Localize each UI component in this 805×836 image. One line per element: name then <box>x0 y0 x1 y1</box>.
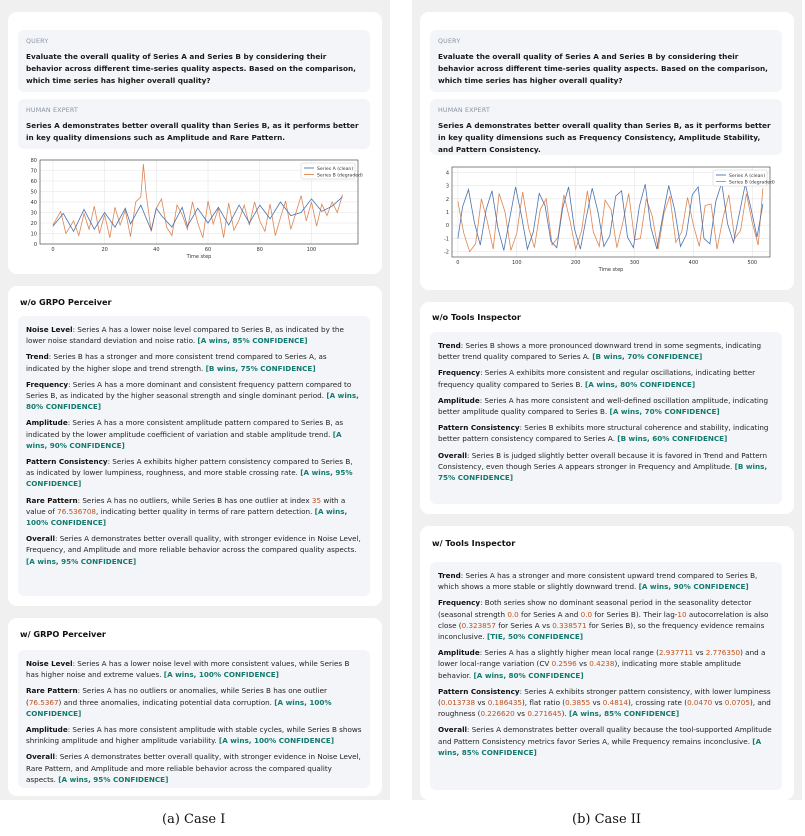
assessment-text: : Series A has a stronger and more consistent upward trend compared to Series B, which shows a more stable or slightly downward trend. <box>438 571 758 592</box>
y-tick-label: 70 <box>30 168 37 175</box>
assessment-text: for Series A and <box>518 609 581 619</box>
case2-query-label: QUERY <box>438 38 461 45</box>
y-tick-label: -2 <box>444 249 449 256</box>
assessment-text: : Series A demonstrates better overall quality, with stronger evidence in Noise Level, Frequency, and Amplitude and more reliable behavior across the compared quality aspects. <box>26 534 361 555</box>
assessment-text: : Series B shows a more pronounced downward trend in some segments, indicating better trend quality compared to Series A. <box>438 341 762 362</box>
metric-value: 0.323857 <box>461 620 496 630</box>
assessment-text: ), indicating more stable amplitude behavior. <box>438 659 741 680</box>
assessment-text: vs <box>693 648 706 658</box>
legend-label: Series B (degraded) <box>729 180 775 186</box>
assessment-text: ), crossing rate ( <box>627 698 688 708</box>
assessment-text: , indicating better quality in terms of rare pattern detection. <box>96 506 315 516</box>
metric-value: 10 <box>677 609 687 619</box>
assessment-text: ), and roughness ( <box>438 698 771 719</box>
aspect-label: Pattern Consistency <box>26 457 108 467</box>
verdict-text: [A wins, 100% CONFIDENCE] <box>26 697 332 718</box>
metric-value: 0.4238 <box>589 659 615 669</box>
verdict-text: [A wins, 95% CONFIDENCE] <box>26 468 353 489</box>
x-tick-label: 0 <box>456 260 460 266</box>
aspect-label: Amplitude <box>26 725 68 735</box>
aspect-label: Trend <box>438 341 461 350</box>
case2-line-chart <box>430 161 782 277</box>
x-tick-label: 100 <box>306 247 317 253</box>
assessment-text: vs <box>712 698 725 708</box>
aspect-label: Overall <box>438 725 467 735</box>
legend-label: Series A (clean) <box>317 166 354 172</box>
assessment-text: : Series A has a more consistent amplitude pattern compared to Series B, as indicated by the lower amplitude coefficient of variation and stable amplitude trend. <box>26 418 344 439</box>
verdict-text: [A wins, 85% CONFIDENCE] <box>568 709 680 719</box>
case1-expert-label: HUMAN EXPERT <box>26 107 79 114</box>
case2-section1-list <box>430 332 782 504</box>
y-tick-label: 0 <box>445 223 449 230</box>
case1-query-text: Evaluate the overall quality of Series A and Series B by considering their behavior across different time-series quality aspects. Based on the comparison, which time series has higher overall quality? <box>26 52 356 85</box>
x-tick-label: 500 <box>747 260 758 266</box>
aspect-label: Overall <box>438 450 467 460</box>
aspect-label: Amplitude <box>438 395 480 405</box>
assessment-text: : Series A has no outliers, while Series B has one outlier at index <box>77 495 312 505</box>
metric-value: 0.0705 <box>724 698 750 708</box>
assessment-item <box>26 658 362 680</box>
assessment-text: : Series B has a stronger and more consistent trend compared to Series A, as indicated by the higher slope and trend strength. <box>26 352 327 373</box>
case2-expert-box <box>430 99 782 155</box>
metric-value: 0.2596 <box>551 659 577 669</box>
assessment-text: : Series A demonstrates better overall quality because the tool-supported Amplitude and Pattern Consistency metrics favor Series A, while Frequency remains inconclusive. <box>438 725 772 746</box>
verdict-text: [A wins, 80% CONFIDENCE] <box>473 670 584 680</box>
metric-value: 35 <box>311 495 322 505</box>
y-tick-label: 20 <box>30 221 37 227</box>
case2-section2-list <box>430 562 782 790</box>
assessment-item <box>26 417 362 451</box>
x-tick-label: 60 <box>204 247 212 253</box>
verdict-text: [A wins, 85% CONFIDENCE] <box>197 336 308 346</box>
assessment-item <box>438 367 774 389</box>
assessment-text: autocorrelation is also close ( <box>438 609 769 630</box>
metric-value: 76.536708 <box>57 506 97 516</box>
assessment-text: for Series B), so the frequency evidence remains inconclusive. <box>438 620 765 642</box>
assessment-text: ) and a lower local-range variation (CV <box>438 648 766 669</box>
metric-value: 76.5367 <box>28 697 59 707</box>
assessment-item <box>438 724 774 758</box>
case2-section1-title: w/o Tools Inspector <box>432 312 521 322</box>
y-tick-label: 0 <box>33 242 37 248</box>
assessment-item <box>438 570 774 592</box>
y-tick-label: 30 <box>30 210 37 217</box>
aspect-label: Pattern Consistency <box>438 423 520 433</box>
aspect-label: Frequency <box>438 368 481 378</box>
y-tick-label: 10 <box>30 231 37 238</box>
assessment-text: for Series A vs <box>495 620 553 630</box>
y-tick-label: 80 <box>30 158 37 164</box>
assessment-text: ), flat ratio ( <box>521 698 566 708</box>
y-tick-label: 3 <box>445 183 449 190</box>
assessment-text: : Series A exhibits stronger pattern consistency, with lower lumpiness ( <box>438 686 771 708</box>
verdict-text: [A wins, 85% CONFIDENCE] <box>438 736 762 757</box>
aspect-label: Trend <box>438 571 461 580</box>
aspect-label: Frequency <box>438 598 481 608</box>
case1-expert-text: Series A demonstrates better overall quality than Series B, as it performs better in key quality dimensions such as Amplitude and Rare Pattern. <box>26 121 359 142</box>
aspect-label: Noise Level <box>26 325 73 334</box>
verdict-text: [B wins, 75% CONFIDENCE] <box>205 363 316 373</box>
assessment-item <box>26 456 362 490</box>
case1-caption: (a) Case I <box>162 812 226 827</box>
assessment-item <box>26 724 362 746</box>
metric-value: 0.186435 <box>487 698 522 708</box>
assessment-text: : Series A has a more dominant and consistent frequency pattern compared to Series B, as indicated by the higher seasonal strength and single dominant period. <box>26 379 352 401</box>
case1-query-box <box>18 30 370 92</box>
assessment-text: for Series B). Their lag- <box>592 609 678 619</box>
y-tick-label: 4 <box>445 170 449 177</box>
assessment-text: vs <box>576 659 590 669</box>
assessment-item <box>438 422 774 444</box>
assessment-text: vs <box>475 698 488 708</box>
case1-line-chart <box>18 154 370 264</box>
assessment-item <box>26 495 362 529</box>
assessment-text: : Series A has a lower noise level with more consistent values, while Series B has higher noise and extreme values. <box>26 659 350 680</box>
assessment-item <box>26 324 362 346</box>
aspect-label: Pattern Consistency <box>438 686 520 696</box>
metric-value: 2.776350 <box>705 648 741 658</box>
aspect-label: Rare Pattern <box>26 495 78 505</box>
aspect-label: Noise Level <box>26 659 73 668</box>
verdict-text: [A wins, 95% CONFIDENCE] <box>26 556 137 566</box>
x-tick-label: 200 <box>570 260 581 266</box>
x-tick-label: 300 <box>629 260 640 266</box>
metric-value: 0.4814 <box>602 698 628 708</box>
case2-section2-title: w/ Tools Inspector <box>432 538 516 548</box>
assessment-item <box>438 340 774 362</box>
verdict-text: [B wins, 75% CONFIDENCE] <box>438 461 768 483</box>
assessment-item <box>438 395 774 417</box>
metric-value: 0.338571 <box>552 620 587 630</box>
verdict-text: [TIE, 50% CONFIDENCE] <box>486 632 584 642</box>
assessment-text: ) and three anomalies, indicating potential data corruption. <box>58 697 275 707</box>
legend-label: Series A (clean) <box>729 173 766 179</box>
verdict-text: [A wins, 70% CONFIDENCE] <box>609 407 720 417</box>
case1-query-label: QUERY <box>26 38 49 45</box>
legend-label: Series B (degraded) <box>317 173 363 179</box>
assessment-item <box>438 647 774 681</box>
assessment-text: : Series A has more consistent amplitude with stable cycles, while Series B shows shrinking amplitude and higher amplitude variability. <box>26 725 362 746</box>
metric-value: 0.0470 <box>687 698 713 708</box>
case1-section1-title: w/o GRPO Perceiver <box>20 297 112 307</box>
assessment-text: : Series A demonstrates better overall quality, with stronger evidence in Noise Level, Rare Pattern, and Amplitude and more reliable behavior across the compared quality aspects. <box>26 752 361 784</box>
verdict-text: [A wins, 80% CONFIDENCE] <box>584 379 696 389</box>
assessment-text: : Series B is judged slightly better overall because it is favored in Trend and Pattern Consistency, even though Series A appears stronger in Frequency and Amplitude. <box>438 450 768 471</box>
x-axis-label: Time step <box>598 267 624 273</box>
verdict-text: [A wins, 90% CONFIDENCE] <box>638 582 749 592</box>
assessment-text: : Series A has more consistent and well-defined oscillation amplitude, indicating better amplitude quality compared to Series B. <box>438 395 769 417</box>
assessment-text: : Series A has no outliers or anomalies, while Series B has one outlier ( <box>26 686 327 707</box>
aspect-label: Overall <box>26 534 55 544</box>
assessment-text: ). <box>561 709 569 719</box>
case2-expert-text: Series A demonstrates better overall quality than Series B, as it performs better in key quality dimensions such as Frequency Consistency, Amplitude Stability, and Pattern Consistency. <box>438 121 771 154</box>
y-tick-label: 60 <box>30 179 37 185</box>
aspect-label: Rare Pattern <box>26 686 78 696</box>
assessment-item <box>438 450 774 484</box>
x-tick-label: 0 <box>51 247 55 253</box>
x-tick-label: 40 <box>153 247 160 253</box>
verdict-text: [A wins, 95% CONFIDENCE] <box>58 774 169 784</box>
metric-value: 0.271645 <box>527 709 562 719</box>
y-tick-label: 2 <box>445 196 449 203</box>
assessment-item <box>26 751 362 785</box>
aspect-label: Overall <box>26 752 55 762</box>
y-tick-label: 40 <box>30 200 37 206</box>
assessment-item <box>26 351 362 373</box>
case2-caption: (b) Case II <box>572 812 642 827</box>
x-tick-label: 80 <box>256 247 263 253</box>
y-tick-label: -1 <box>444 236 449 243</box>
x-tick-label: 100 <box>512 260 522 266</box>
assessment-item <box>26 685 362 719</box>
assessment-text: vs <box>514 709 528 719</box>
metric-value: 0.013738 <box>440 698 476 708</box>
x-tick-label: 20 <box>101 247 108 253</box>
verdict-text: [A wins, 100% CONFIDENCE] <box>26 506 348 528</box>
x-axis-label: Time step <box>186 254 212 260</box>
verdict-text: [A wins, 100% CONFIDENCE] <box>218 736 335 746</box>
x-tick-label: 400 <box>688 260 699 266</box>
case1-section2-list <box>18 650 370 788</box>
verdict-text: [B wins, 60% CONFIDENCE] <box>617 434 728 444</box>
verdict-text: [A wins, 100% CONFIDENCE] <box>163 670 279 680</box>
verdict-text: [A wins, 80% CONFIDENCE] <box>26 391 359 412</box>
y-tick-label: 50 <box>30 189 37 196</box>
aspect-label: Frequency <box>26 379 69 389</box>
assessment-text: : Series B exhibits more structural coherence and stability, indicating better pattern consistency compared to Series A. <box>438 423 769 444</box>
aspect-label: Trend <box>26 352 49 362</box>
assessment-text: vs <box>590 698 603 708</box>
case2-query-text: Evaluate the overall quality of Series A and Series B by considering their behavior across different time-series quality aspects. Based on the comparison, which time series has higher overall quality? <box>438 52 768 85</box>
assessment-item <box>26 379 362 413</box>
case2-expert-label: HUMAN EXPERT <box>438 107 491 114</box>
aspect-label: Amplitude <box>438 648 480 658</box>
assessment-item <box>26 533 362 567</box>
case1-section1-list <box>18 316 370 596</box>
case1-expert-box <box>18 99 370 149</box>
metric-value: 2.937711 <box>658 648 694 658</box>
y-tick-label: 1 <box>445 210 449 216</box>
assessment-text: : Both series show no dominant seasonal period in the seasonality detector (seasonal strength <box>438 598 752 619</box>
metric-value: 0.226620 <box>480 709 515 719</box>
aspect-label: Amplitude <box>26 418 68 428</box>
case1-section2-title: w/ GRPO Perceiver <box>20 629 106 639</box>
assessment-text: : Series A exhibits more consistent and regular oscillations, indicating better frequency quality compared to Series B. <box>438 368 756 389</box>
assessment-item <box>438 597 774 642</box>
metric-value: 0.0 <box>580 609 593 619</box>
metric-value: 0.0 <box>507 609 519 619</box>
verdict-text: [B wins, 70% CONFIDENCE] <box>592 352 703 362</box>
assessment-text: : Series A has a lower noise level compared to Series B, as indicated by the lower noise standard deviation and noise ratio. <box>26 325 344 346</box>
verdict-text: [A wins, 90% CONFIDENCE] <box>26 429 342 450</box>
assessment-item <box>438 686 774 720</box>
case2-query-box <box>430 30 782 92</box>
assessment-text: : Series A has a slightly higher mean local range ( <box>479 648 659 658</box>
assessment-text: : Series A exhibits higher pattern consistency compared to Series B, as indicated by lower lumpiness, roughness, and more stable crossing rate. <box>26 457 353 478</box>
assessment-text: with a value of <box>26 495 346 516</box>
metric-value: 0.3855 <box>565 698 591 708</box>
